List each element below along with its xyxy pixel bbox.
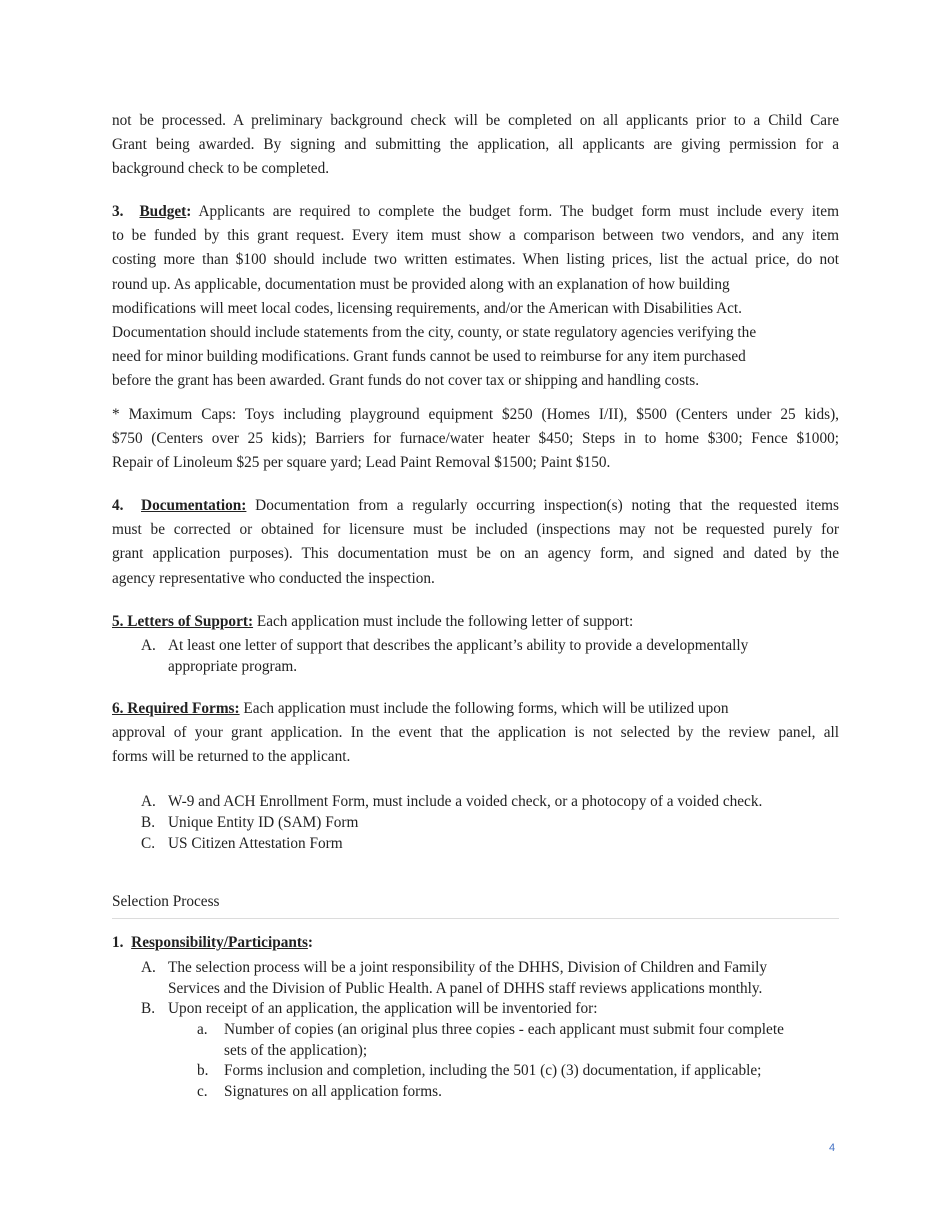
responsibility-heading: [112, 931, 839, 955]
documentation-number: 4.: [112, 497, 124, 514]
budget-number: 3.: [112, 203, 124, 220]
list-item-line: At least one letter of support that describes the applicant’s ability to provide a developmentally: [168, 637, 749, 654]
list-item-line: sets of the application);: [224, 1041, 368, 1059]
documentation-line: agency representative who conducted the inspection.: [112, 569, 435, 587]
responsibility-label: Responsibility/Participants: [131, 934, 308, 951]
max-caps-paragraph: [112, 403, 839, 476]
caps-line: * Maximum Caps: Toys including playground equipment $250 (Homes I/II), $500 (Centers under 25 kids),: [112, 406, 839, 423]
intro-line: background check to be completed.: [112, 160, 330, 178]
letters-of-support-heading: [112, 610, 839, 634]
budget-line: costing more than $100 should include two written estimates. When listing prices, list the actual price, do not: [112, 251, 839, 269]
list-item-text: Unique Entity ID (SAM) Form: [168, 814, 359, 831]
list-item: [141, 834, 839, 855]
responsibility-subitem-b: [197, 1061, 839, 1082]
list-item-line: Forms inclusion and completion, including the 501 (c) (3) documentation, if applicable;: [224, 1062, 762, 1079]
list-item-line: Services and the Division of Public Health. A panel of DHHS staff reviews applications monthly.: [168, 979, 763, 997]
budget-colon: :: [186, 203, 192, 220]
documentation-line-first: [112, 494, 839, 518]
caps-line: Repair of Linoleum $25 per square yard; Lead Paint Removal $1500; Paint $150.: [112, 454, 611, 472]
documentation-line: grant application purposes). This documentation must be on an agency form, and signed and dated by the: [112, 545, 839, 563]
intro-line: not be processed. A preliminary background check will be completed on all applicants prior to a Child Care: [112, 112, 839, 129]
budget-line: Documentation should include statements from the city, county, or state regulatory agencies verifying the: [112, 324, 757, 342]
caps-line: $750 (Centers over 25 kids); Barriers for furnace/water heater $450; Steps in to home $300; Fence $1000;: [112, 430, 839, 448]
list-marker: B.: [141, 814, 156, 831]
list-item-line: Signatures on all application forms.: [224, 1083, 442, 1100]
required-forms-label: 6. Required Forms:: [112, 700, 240, 717]
list-item-line: appropriate program.: [168, 657, 298, 675]
section-divider: [112, 918, 839, 919]
list-item: [141, 813, 839, 834]
list-marker: C.: [141, 835, 156, 852]
responsibility-subitem-c: [197, 1082, 839, 1103]
list-marker: b.: [197, 1062, 209, 1079]
list-marker: a.: [197, 1021, 208, 1038]
budget-label: Budget: [139, 203, 187, 220]
list-marker: B.: [141, 1000, 156, 1017]
page-number: 4: [829, 1142, 836, 1154]
intro-line: Grant being awarded. By signing and submitting the application, all applicants are giving permission for a: [112, 136, 839, 154]
list-item-text: W-9 and ACH Enrollment Form, must include a voided check, or a photocopy of a voided check.: [168, 793, 763, 810]
responsibility-subitem-a: [197, 1020, 839, 1062]
letters-line: [112, 610, 839, 634]
responsibility-item-a: [141, 958, 839, 1000]
documentation-section: [112, 494, 839, 591]
budget-line: to be funded by this grant request. Every item must show a comparison between two vendors, and any item: [112, 227, 839, 245]
list-marker: A.: [141, 637, 156, 654]
budget-section: [112, 200, 839, 394]
letters-label: 5. Letters of Support:: [112, 613, 254, 630]
list-item-line: The selection process will be a joint responsibility of the DHHS, Division of Children and Family: [168, 959, 768, 976]
required-forms-list: [141, 792, 839, 854]
required-forms-text: Each application must include the following forms, which will be utilized upon: [239, 700, 729, 717]
documentation-text: Documentation from a regularly occurring inspection(s) noting that the requested items: [246, 497, 839, 514]
budget-line: round up. As applicable, documentation must be provided along with an explanation of how building: [112, 275, 730, 293]
list-item-line: Upon receipt of an application, the application will be inventoried for:: [168, 1000, 598, 1017]
budget-line: modifications will meet local codes, licensing requirements, and/or the American with Disabilities Act.: [112, 299, 742, 317]
list-marker: A.: [141, 959, 156, 976]
list-marker: A.: [141, 793, 156, 810]
budget-text: Applicants are required to complete the budget form. The budget form must include every item: [191, 203, 839, 220]
documentation-label: Documentation:: [141, 497, 247, 514]
responsibility-number: 1.: [112, 934, 124, 951]
list-item-line: Number of copies (an original plus three copies - each applicant must submit four complete: [224, 1021, 784, 1038]
budget-line: need for minor building modifications. Grant funds cannot be used to reimburse for any item purchased: [112, 348, 746, 366]
responsibility-line: [112, 931, 839, 955]
required-forms-section: [112, 697, 839, 770]
budget-line-first: [112, 200, 839, 224]
budget-line: before the grant has been awarded. Grant funds do not cover tax or shipping and handling costs.: [112, 372, 700, 390]
list-item: [141, 792, 839, 813]
intro-paragraph: [112, 109, 839, 182]
selection-process-heading: Selection Process: [112, 893, 220, 910]
required-forms-line: forms will be returned to the applicant.: [112, 748, 351, 766]
letters-text: Each application must include the following letter of support:: [253, 613, 634, 630]
responsibility-colon: :: [307, 934, 314, 951]
responsibility-item-b: [141, 999, 839, 1020]
letters-list-item: [141, 636, 839, 678]
list-item-text: US Citizen Attestation Form: [168, 835, 343, 852]
required-forms-line: approval of your grant application. In the event that the application is not selected by the review panel, all: [112, 724, 839, 742]
documentation-line: must be corrected or obtained for licensure must be included (inspections may not be requested purely for: [112, 521, 839, 539]
list-marker: c.: [197, 1083, 208, 1100]
required-forms-line-first: [112, 697, 839, 721]
